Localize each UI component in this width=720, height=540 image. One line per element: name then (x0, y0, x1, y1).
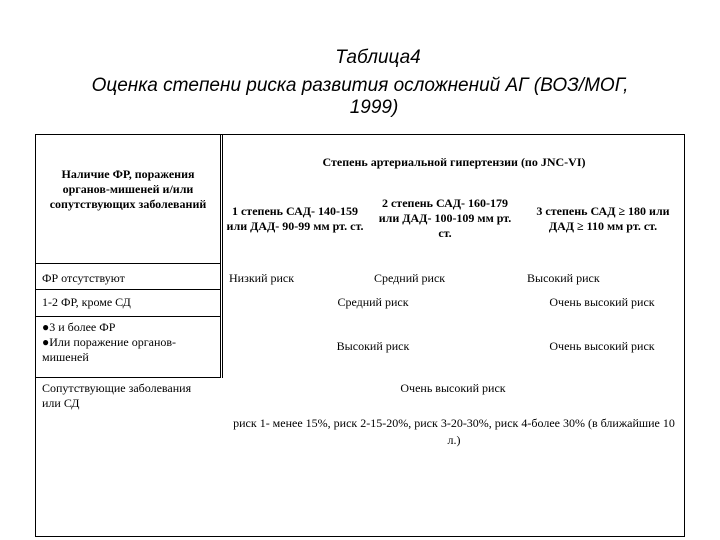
divider (220, 135, 221, 378)
row-label: Сопутствующие заболевания или СД (42, 381, 192, 410)
header-degree-2: 2 степень САД- 160-179 или ДАД- 100-109 мм рт. ст. (378, 196, 512, 240)
footnote: риск 1- менее 15%, риск 2-15-20%, риск 3-20-30%, риск 4-более 30% (в ближайшие 10 л.) (233, 416, 675, 447)
risk-cell: Очень высокий риск (400, 381, 506, 395)
divider (36, 316, 221, 317)
risk-table (35, 134, 685, 537)
divider (36, 263, 221, 264)
table-title: Оценка степени риска развития осложнений АГ (ВОЗ/МОГ, (91, 75, 629, 96)
table-number: Таблица4 (335, 47, 421, 68)
header-degree-3: 3 степень САД ≥ 180 или ДАД ≥ 110 мм рт. ст. (536, 204, 670, 233)
divider (222, 135, 223, 378)
divider (36, 377, 221, 378)
risk-cell: Низкий риск (229, 271, 295, 285)
header-risk-factors: Наличие ФР, поражения органов-мишеней и/или сопутствующих заболеваний (49, 167, 207, 211)
header-degree-1: 1 степень САД- 140-159 или ДАД- 90-99 мм рт. ст. (226, 204, 364, 233)
risk-cell: Средний риск (374, 271, 446, 285)
risk-cell: Высокий риск (527, 271, 600, 285)
row-label: ФР отсутствуют (42, 271, 125, 285)
risk-cell: Высокий риск (336, 339, 410, 353)
risk-cell: Очень высокий риск (549, 339, 655, 353)
row-label: ●Или поражение органов-мишеней (42, 335, 177, 364)
row-label: 1-2 ФР, кроме СД (42, 295, 131, 309)
divider (36, 289, 221, 290)
row-label: ●3 и более ФР (42, 320, 116, 334)
table-title-year: 1999) (349, 97, 399, 118)
risk-cell: Средний риск (337, 295, 409, 309)
header-hypertension-degree: Степень артериальной гипертензии (по JNC-VI) (322, 155, 586, 169)
risk-cell: Очень высокий риск (549, 295, 655, 309)
